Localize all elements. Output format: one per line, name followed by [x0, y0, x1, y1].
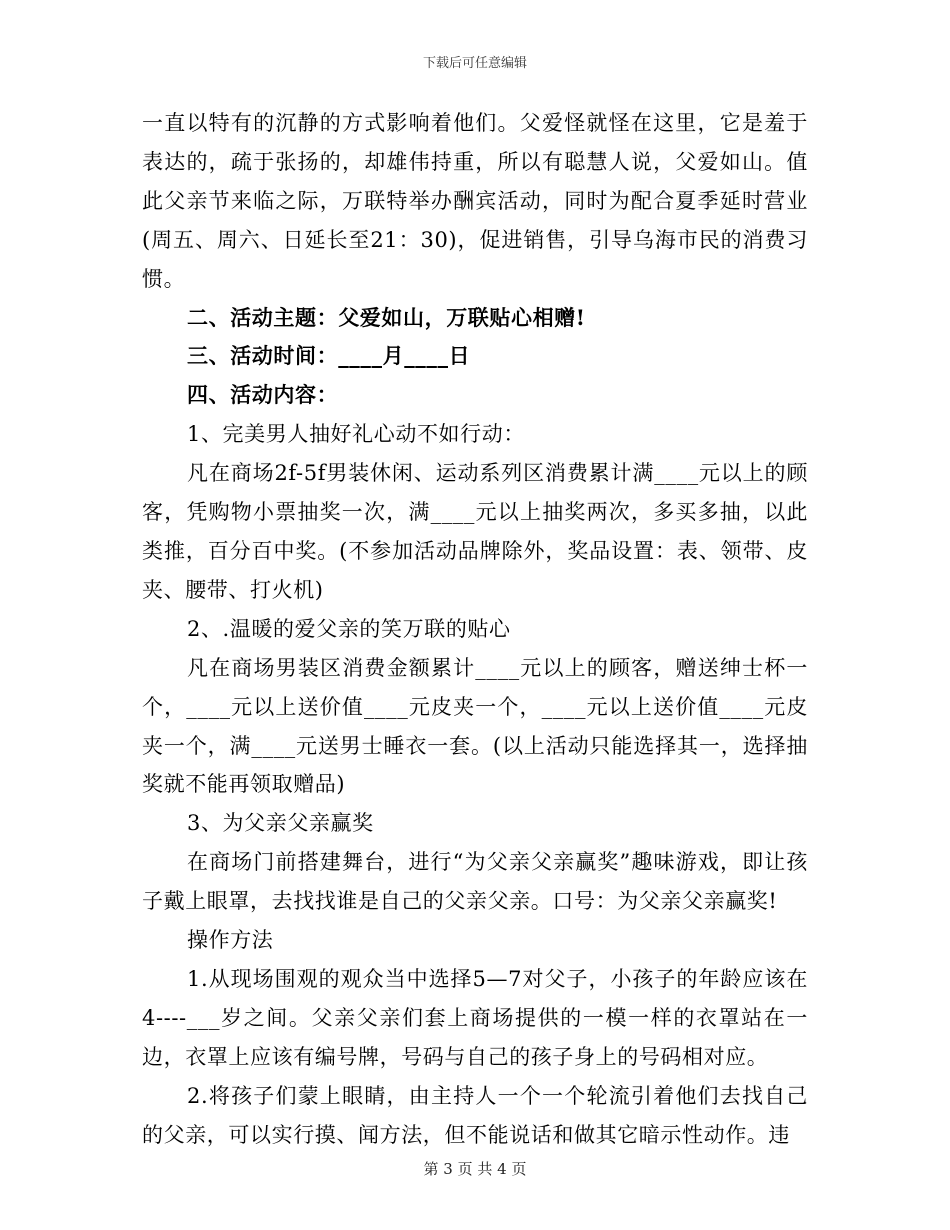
heading-activity-content: 四、活动内容：	[187, 382, 339, 408]
subheading-gift: 2、.温暖的爱父亲的笑万联的贴心	[187, 616, 511, 641]
paragraph-method-step-1: 1.从现场围观的观众当中选择5—7对父子，小孩子的年龄应该在4----___岁之间。父亲父亲们套上商场提供的一模一样的衣罩站在一边，衣罩上应该有编号牌，号码与自己的孩子身上的号码相对应。	[142, 966, 808, 1069]
subheading-game: 3、为父亲父亲赢奖	[187, 811, 374, 836]
paragraph-gift: 凡在商场男装区消费金额累计____元以上的顾客，赠送绅士杯一个，____元以上送价值____元皮夹一个，____元以上送价值____元皮夹一个，满____元送男士睡衣一套。(以上活动只能选择其一，选择抽奖就不能再领取赠品)	[142, 655, 808, 797]
subheading-method: 操作方法	[187, 928, 274, 953]
heading-activity-theme: 二、活动主题：父爱如山，万联贴心相赠!	[187, 304, 586, 330]
paragraph-game: 在商场门前搭建舞台，进行“为父亲父亲赢奖”趣味游戏，即让孩子戴上眼罩，去找找谁是自己的父亲父亲。口号：为父亲父亲赢奖!	[142, 850, 808, 914]
paragraph-method-step-2: 2.将孩子们蒙上眼睛，由主持人一个一个轮流引着他们去找自己的父亲，可以实行摸、闻方法，但不能说话和做其它暗示性动作。违	[142, 1083, 808, 1147]
paragraph-intro: 一直以特有的沉静的方式影响着他们。父爱怪就怪在这里，它是羞于表达的，疏于张扬的，却雄伟持重，所以有聪慧人说，父爱如山。值此父亲节来临之际，万联特举办酬宾活动，同时为配合夏季延时营业(周五、周六、日延长至21：30)，促进销售，引导乌海市民的消费习惯。	[142, 111, 808, 291]
document-body	[142, 104, 808, 1154]
subheading-lottery: 1、完美男人抽好礼心动不如行动：	[187, 422, 525, 447]
heading-activity-time: 三、活动时间：____月____日	[187, 343, 471, 369]
paragraph-lottery: 凡在商场2f-5f男装休闲、运动系列区消费累计满____元以上的顾客，凭购物小票抽奖一次，满____元以上抽奖两次，多买多抽，以此类推，百分百中奖。(不参加活动品牌除外，奖品设置：表、领带、皮夹、腰带、打火机)	[142, 461, 808, 602]
page-header: 下载后可任意编辑	[422, 56, 527, 71]
page-number: 第 3 页 共 4 页	[423, 1160, 527, 1178]
